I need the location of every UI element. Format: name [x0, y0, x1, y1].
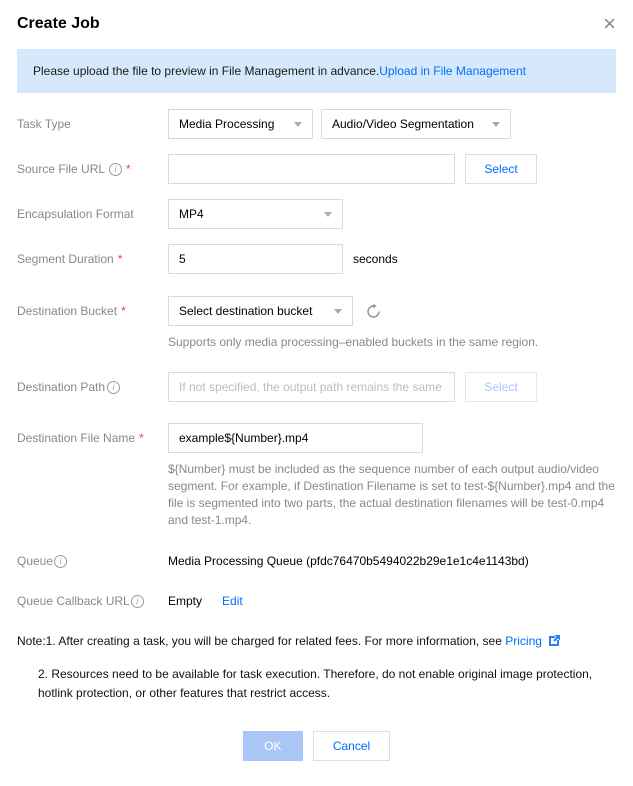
task-subtype-value: Audio/Video Segmentation	[332, 117, 474, 131]
encapsulation-format-select[interactable]	[168, 199, 343, 229]
segment-duration-input[interactable]	[168, 244, 343, 274]
required-marker: *	[126, 162, 131, 176]
destination-file-name-helper: ${Number} must be included as the sequence number of each output audio/video segment. For example, if Destination Filename is set to test-${Number}.mp4 and the file is segmented into two parts, the actual destination filenames will be test-0.mp4 and test-1.mp4.	[168, 462, 615, 527]
note-line-2: 2. Resources need to be available for task execution. Therefore, do not enable original image protection, hotlink protection, or other features that restrict access.	[38, 667, 593, 700]
destination-path-label: Destination Path	[17, 380, 106, 394]
banner-text: Please upload the file to preview in File Management in advance.	[33, 64, 380, 78]
info-icon[interactable]: i	[107, 381, 120, 394]
source-file-url-input[interactable]	[168, 154, 455, 184]
encapsulation-format-value: MP4	[179, 207, 204, 221]
row-segment-duration	[0, 244, 633, 274]
destination-file-name-label: Destination File Name	[17, 431, 136, 445]
row-encapsulation-format	[0, 199, 633, 229]
note-line-1	[17, 633, 616, 652]
task-category-value: Media Processing	[179, 117, 275, 131]
refresh-icon[interactable]	[365, 303, 382, 320]
task-category-select[interactable]	[168, 109, 313, 139]
queue-callback-url-label: Queue Callback URL	[17, 594, 130, 608]
destination-bucket-label: Destination Bucket	[17, 304, 118, 318]
required-marker: *	[117, 252, 123, 266]
close-icon[interactable]: ×	[603, 11, 616, 36]
row-destination-bucket	[0, 296, 633, 326]
required-marker: *	[139, 431, 144, 445]
chevron-down-icon	[294, 122, 302, 127]
source-file-url-label: Source File URL	[17, 162, 106, 176]
row-queue	[0, 554, 633, 568]
chevron-down-icon	[492, 122, 500, 127]
row-task-type	[0, 109, 633, 139]
task-subtype-select[interactable]	[321, 109, 511, 139]
destination-bucket-select[interactable]	[168, 296, 353, 326]
note-line-1-text: Note:1. After creating a task, you will be charged for related fees. For more information, see	[17, 634, 506, 648]
info-icon[interactable]: i	[109, 163, 122, 176]
queue-value: Media Processing Queue (pfdc76470b5494022b29e1e1c4e1143bd)	[168, 554, 529, 568]
segment-duration-label: Segment Duration	[17, 252, 114, 266]
upload-hint-banner	[17, 49, 616, 93]
destination-bucket-helper: Supports only media processing–enabled buckets in the same region.	[168, 335, 539, 349]
row-destination-path	[0, 372, 633, 402]
ok-button[interactable]: OK	[243, 731, 303, 761]
task-type-label: Task Type	[17, 117, 71, 131]
source-file-select-button[interactable]: Select	[465, 154, 537, 184]
chevron-down-icon	[324, 212, 332, 217]
queue-callback-edit-link[interactable]: Edit	[222, 594, 243, 608]
encapsulation-format-label: Encapsulation Format	[17, 207, 134, 221]
cancel-button[interactable]: Cancel	[313, 731, 390, 761]
queue-label: Queue	[17, 554, 54, 568]
queue-callback-url-value: Empty	[168, 594, 203, 608]
row-queue-callback-url	[0, 594, 633, 608]
chevron-down-icon	[334, 309, 342, 314]
destination-file-name-input[interactable]	[168, 423, 423, 453]
upload-in-file-management-link[interactable]: Upload in File Management	[379, 64, 526, 78]
pricing-link[interactable]: Pricing	[505, 634, 542, 648]
row-destination-file-name	[0, 423, 633, 453]
row-source-file-url	[0, 154, 633, 184]
destination-path-input[interactable]	[168, 372, 455, 402]
destination-path-select-button[interactable]: Select	[465, 372, 537, 402]
dialog-header	[0, 0, 633, 45]
notes-section	[0, 633, 633, 703]
external-link-icon[interactable]	[548, 634, 561, 652]
dialog-footer	[0, 731, 633, 761]
segment-duration-unit: seconds	[353, 252, 398, 266]
required-marker: *	[121, 304, 126, 318]
info-icon[interactable]: i	[131, 595, 144, 608]
destination-bucket-value: Select destination bucket	[179, 304, 313, 318]
info-icon[interactable]: i	[54, 555, 67, 568]
page-title: Create Job	[17, 15, 100, 32]
